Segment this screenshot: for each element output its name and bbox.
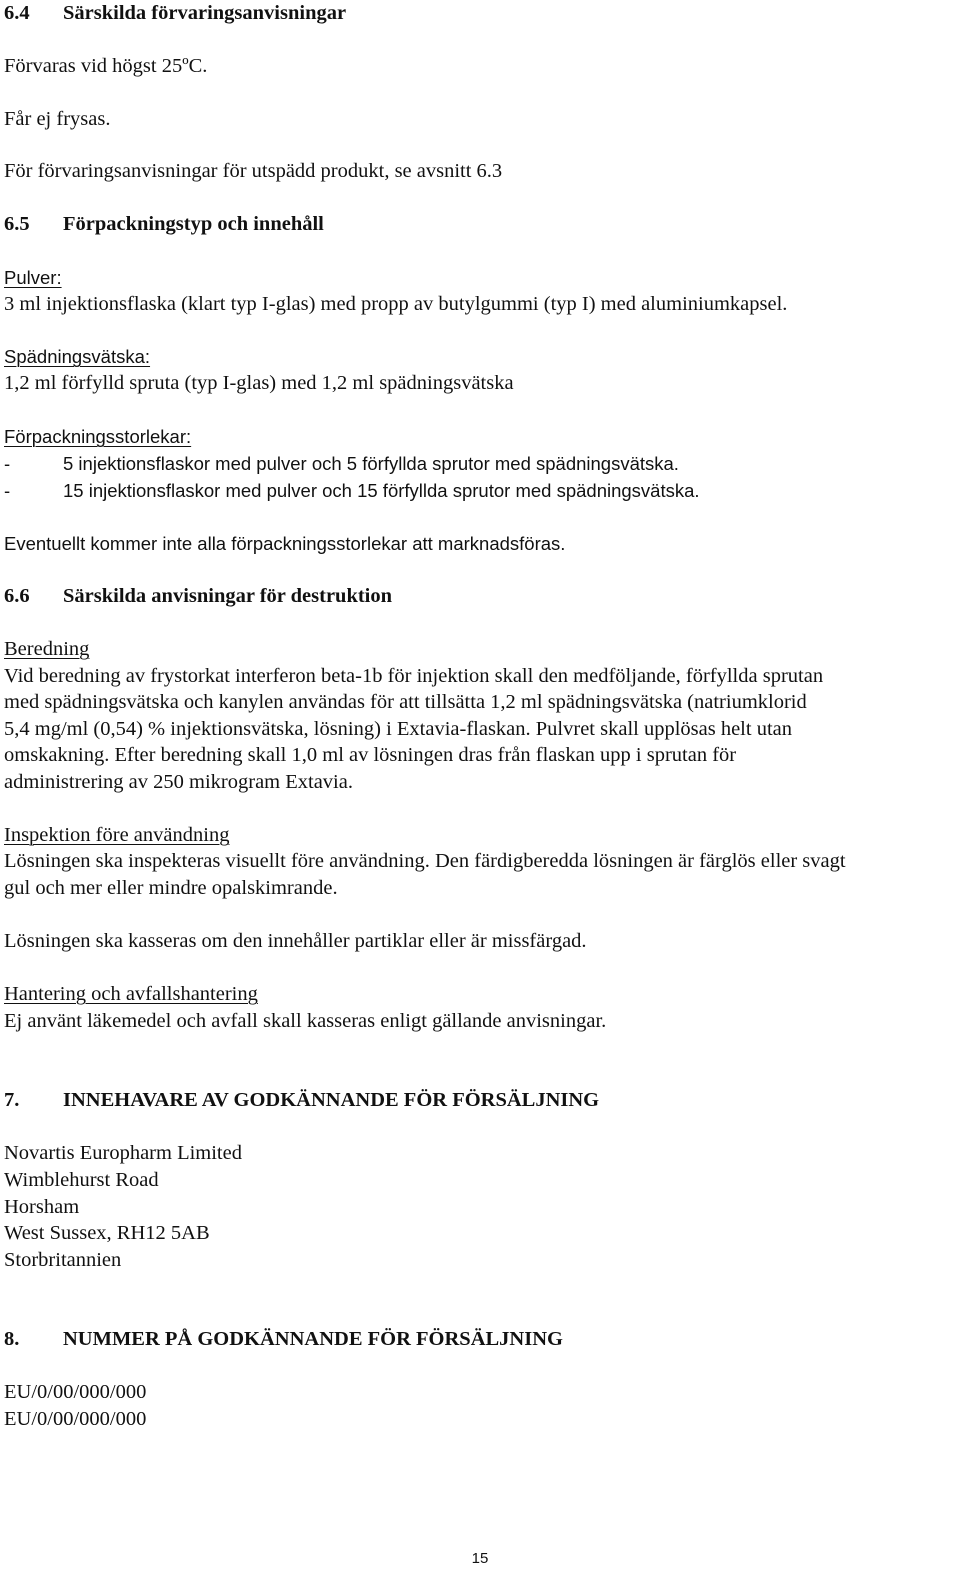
- section-number: 6.4: [4, 2, 30, 24]
- pack-size-text: 5 injektionsflaskor med pulver och 5 förfyllda sprutor med spädningsvätska.: [63, 453, 679, 474]
- solvent-label: Spädningsvätska:: [4, 346, 151, 367]
- storage-temp-text: Förvaras vid högst 25ºC.: [4, 55, 208, 77]
- diluted-storage-text: För förvaringsanvisningar för utspädd produkt, se avsnitt 6.3: [4, 160, 503, 182]
- authorisation-number: EU/0/00/000/000: [4, 1381, 147, 1403]
- preparation-line: med spädningsvätska och kanylen användas för att tillsätta 1,2 ml spädningsvätska (natriumklorid: [4, 691, 807, 713]
- page-number: 15: [471, 1550, 489, 1567]
- solvent-text: 1,2 ml förfylld spruta (typ I-glas) med 1,2 ml spädningsvätska: [4, 372, 514, 394]
- address-line: Novartis Europharm Limited: [4, 1142, 242, 1164]
- inspection-label: Inspektion före användning: [4, 824, 230, 846]
- authorisation-number: EU/0/00/000/000: [4, 1408, 147, 1430]
- pack-size-item: [4, 478, 700, 505]
- inspection-line: Lösningen ska inspekteras visuellt före användning. Den färdigberedda lösningen är färglös eller svagt: [4, 850, 846, 872]
- preparation-line: omskakning. Efter beredning skall 1,0 ml av lösningen dras från flaskan upp i sprutan för: [4, 744, 737, 766]
- preparation-line: administrering av 250 mikrogram Extavia.: [4, 771, 353, 793]
- address-line: West Sussex, RH12 5AB: [4, 1222, 210, 1244]
- address-line: Storbritannien: [4, 1249, 122, 1271]
- pack-sizes-label: Förpackningsstorlekar:: [4, 426, 192, 447]
- pulver-label: Pulver:: [4, 267, 62, 288]
- section-title: INNEHAVARE AV GODKÄNNANDE FÖR FÖRSÄLJNING: [63, 1089, 600, 1111]
- address-line: Horsham: [4, 1196, 80, 1218]
- section-number: 6.5: [4, 213, 30, 235]
- handling-text: Ej använt läkemedel och avfall skall kasseras enligt gällande anvisningar.: [4, 1010, 607, 1032]
- address-line: Wimblehurst Road: [4, 1169, 159, 1191]
- section-title: Särskilda anvisningar för destruktion: [63, 585, 393, 607]
- section-8-heading: [4, 1326, 563, 1353]
- section-number: 6.6: [4, 585, 30, 607]
- list-dash: -: [4, 480, 11, 501]
- pack-size-text: 15 injektionsflaskor med pulver och 15 förfyllda sprutor med spädningsvätska.: [63, 480, 700, 501]
- handling-label: Hantering och avfallshantering: [4, 983, 258, 1005]
- preparation-line: 5,4 mg/ml (0,54) % injektionsvätska, lösning) i Extavia-flaskan. Pulvret skall upplösas helt utan: [4, 718, 792, 740]
- section-6-4-heading: [4, 0, 346, 27]
- preparation-line: Vid beredning av frystorkat interferon beta-1b för injektion skall den medföljande, förfyllda sprutan: [4, 665, 824, 687]
- section-title: Särskilda förvaringsanvisningar: [63, 2, 347, 24]
- section-title: Förpackningstyp och innehåll: [63, 213, 324, 235]
- pulver-text: 3 ml injektionsflaska (klart typ I-glas) med propp av butylgummi (typ I) med aluminiumkapsel.: [4, 293, 788, 315]
- section-title: NUMMER PÅ GODKÄNNANDE FÖR FÖRSÄLJNING: [63, 1328, 563, 1350]
- section-7-heading: [4, 1087, 599, 1114]
- inspection-line: gul och mer eller mindre opalskimrande.: [4, 877, 338, 899]
- no-freeze-text: Får ej frysas.: [4, 108, 111, 130]
- list-dash: -: [4, 453, 11, 474]
- section-6-6-heading: [4, 583, 392, 610]
- pack-size-item: [4, 451, 679, 478]
- section-6-5-heading: [4, 211, 324, 238]
- discard-text: Lösningen ska kasseras om den innehåller partiklar eller är missfärgad.: [4, 930, 587, 952]
- marketing-note: Eventuellt kommer inte alla förpackningsstorlekar att marknadsföras.: [4, 533, 566, 554]
- section-number: 8.: [4, 1328, 20, 1350]
- section-number: 7.: [4, 1089, 20, 1111]
- preparation-label: Beredning: [4, 638, 90, 660]
